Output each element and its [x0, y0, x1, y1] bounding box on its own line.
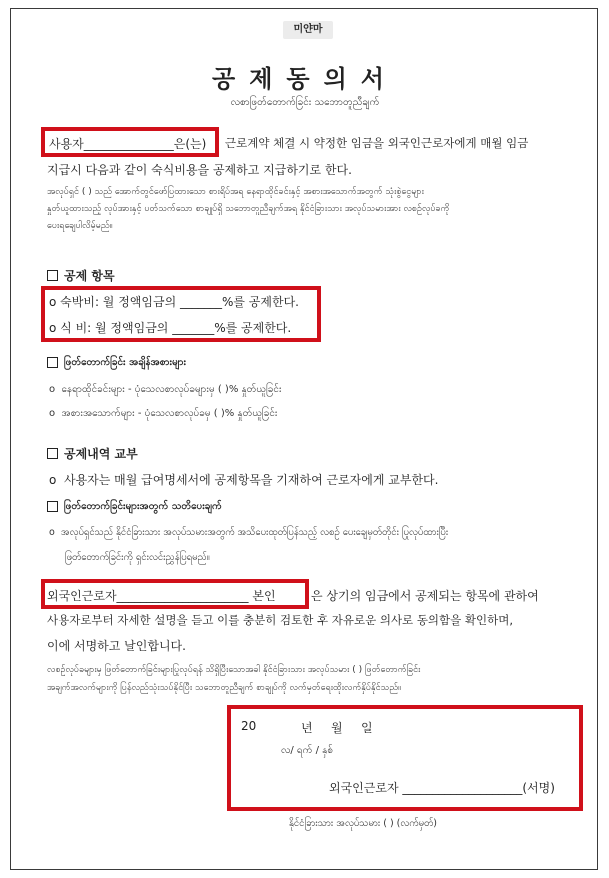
checkbox-icon — [47, 270, 58, 281]
intro-my-line-2: နှုတ်ယူထားသည့် လုပ်အားနှင့် ပတ်သက်သော စာချုပ်ရှိ သဘောတူညီချက်အရ နိုင်ငံခြားသား အလုပ်သမားအား လစဉ်လုပ်ခကို — [47, 204, 450, 214]
statement-line: o 사용자는 매월 급여명세서에 공제항목을 기재하여 근로자에게 교부한다. — [49, 471, 438, 488]
lodging-deduction-line: o 숙박비: 월 정액임금의 _______%를 공제한다. — [49, 293, 299, 310]
consent-my-line-1: လစဉ်လုပ်ခများမှ ဖြတ်တောက်ခြင်းများပြုလုပ်ရန် သိရှိပြီးသောအခါ နိုင်ငံခြားသား အလုပ်သမား ( ) ဖြတ်တောက်ခြင်း — [47, 665, 421, 675]
meals-my-line: o အစားအသောက်များ - ပုံသေလစာလုပ်ခမှ ( )% နှုတ်ယူခြင်း — [49, 406, 277, 421]
consent-form-page — [10, 8, 598, 870]
page-subtitle: လစာဖြတ်တောက်ခြင်း သဘောတူညီချက် — [230, 97, 380, 108]
intro-my-line-3: ပေးရချေပါလိမ့်မည်။ — [47, 221, 113, 231]
worker-signature-my-line: နိုင်ငံခြားသား အလုပ်သမား ( ) (လက်မှတ်) — [289, 818, 437, 829]
deduction-items-my-heading: ဖြတ်တောက်ခြင်း အချိန်အစားများ — [47, 355, 186, 370]
consent-line-2: 사용자로부터 자세한 설명을 듣고 이를 충분히 검토한 후 자유로운 의사로 동의함을 확인하며, — [47, 613, 514, 627]
date-year-prefix: 20 — [241, 719, 257, 733]
checkbox-icon — [47, 448, 58, 459]
date-month-label: 월 — [331, 721, 343, 735]
checkbox-icon — [47, 357, 58, 368]
worker-label: 외국인근로자______________________ 본인 — [47, 589, 276, 603]
date-day-label: 일 — [361, 721, 373, 735]
bullet-icon — [49, 295, 56, 309]
intro-line-1: 근로계약 체결 시 약정한 임금을 외국인근로자에게 매월 임금 — [225, 136, 529, 150]
consent-line-1: 은 상기의 임금에서 공제되는 항목에 관하여 — [311, 589, 539, 603]
intro-line-2: 지급시 다음과 같이 숙식비용을 공제하고 지급하기로 한다. — [47, 163, 352, 177]
employer-label: 사용자_______________은(는) — [49, 137, 207, 151]
bullet-icon — [49, 384, 55, 395]
lodging-my-line: o နေရာထိုင်ခင်းများ - ပုံသေလစာလုပ်ခများမှ ( )% နှုတ်ယူခြင်း — [49, 382, 282, 397]
bullet-icon — [49, 473, 56, 487]
deduction-items-heading: 공제 항목 — [47, 267, 115, 284]
consent-my-line-2: အချက်အလက်များကို ပြန်လည်သုံးသပ်နိုင်ပြီး သဘောတူညီချက် စာချုပ်ကို လက်မှတ်ရေးထိုးလက်နှိပ်နိုင်သည်။ — [47, 683, 401, 693]
bullet-icon — [49, 527, 55, 538]
worker-signature-line: 외국인근로자 ____________________(서명) — [329, 781, 555, 795]
date-my-label: လ/ ရက် / နှစ် — [281, 745, 333, 756]
bullet-icon — [49, 408, 55, 419]
meals-deduction-line: o 식 비: 월 정액임금의 _______%를 공제한다. — [49, 319, 291, 336]
checkbox-icon — [47, 501, 58, 512]
date-year-label: 년 — [301, 721, 313, 735]
statement-my-heading: ဖြတ်တောက်ခြင်းများအတွက် သတိပေးချက် — [47, 499, 222, 514]
bullet-icon — [49, 321, 56, 335]
page-title: 공제동의서 — [212, 65, 398, 93]
statement-my-line-1: o အလုပ်ရှင်သည် နိုင်ငံခြားသား အလုပ်သမားအတွက် အသိပေးထုတ်ပြန်သည့် လစဉ် ပေးချေမှတ်တိုင်း ပြုလုပ်ထားပြီး — [49, 526, 448, 540]
language-badge: 미얀마 — [283, 21, 333, 39]
consent-line-3: 이에 서명하고 날인합니다. — [47, 639, 186, 653]
statement-heading: 공제내역 교부 — [47, 445, 138, 462]
statement-my-line-2: ဖြတ်တောက်ခြင်းကို ရှင်းလင်းညွှန်ပြရမည်။ — [65, 552, 210, 563]
intro-my-line-1: အလုပ်ရှင် ( ) သည် အောက်တွင်ဖော်ပြထားသော စားရိပ်အရ နေရာထိုင်ခင်းနှင့် အစားအသောက်အတွက် သုံးစွဲငွေများ — [47, 187, 424, 197]
